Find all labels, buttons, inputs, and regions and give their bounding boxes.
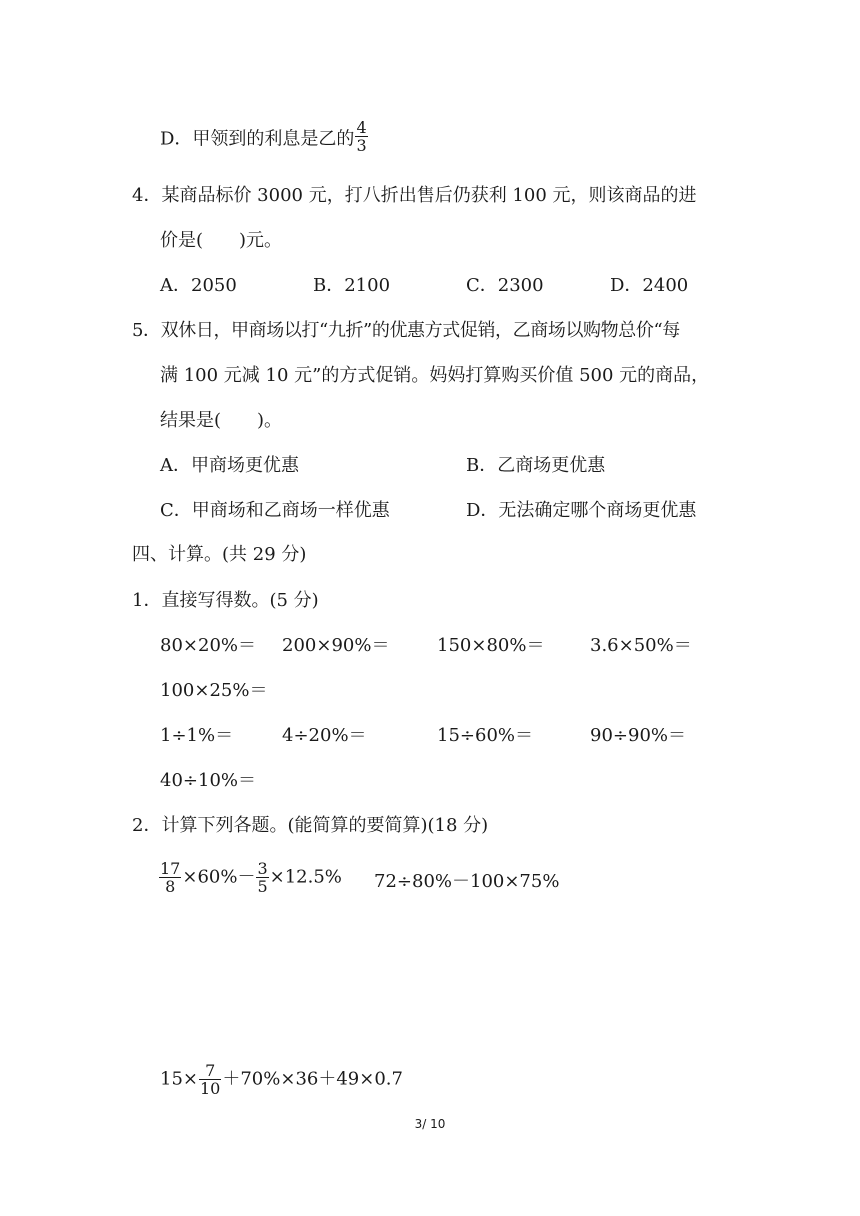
q5-stem-line1: 5．双休日，甲商场以打“九折”的优惠方式促销，乙商场以购物总价“每 (132, 320, 680, 341)
fraction-numerator: 7 (199, 1062, 221, 1080)
fraction-denominator: 8 (165, 877, 176, 896)
q3-option-d (160, 118, 369, 157)
q5-option-b: B．乙商场更优惠 (466, 455, 606, 476)
fraction-denominator: 10 (200, 1079, 221, 1098)
oral-item: 150×80%＝ (437, 635, 545, 656)
c1-title: 1．直接写得数。(5 分) (132, 590, 319, 611)
oral-item: 80×20%＝ (160, 635, 256, 656)
expression-text: ＋70%×36＋49×0.7 (222, 1068, 403, 1090)
c2-title: 2．计算下列各题。(能简算的要简算)(18 分) (132, 815, 489, 836)
expression-1 (158, 860, 342, 895)
q5-option-c: C．甲商场和乙商场一样优惠 (160, 500, 390, 521)
q4-option-c: C．2300 (466, 275, 544, 296)
oral-item: 40÷10%＝ (160, 770, 256, 791)
expression-text: ×60%－ (182, 866, 256, 888)
oral-item: 3.6×50%＝ (590, 635, 692, 656)
q3-option-d-text: D．甲领到的利息是乙的 (160, 128, 355, 150)
expression-3 (160, 1062, 403, 1097)
q4-option-b: B．2100 (313, 275, 391, 296)
q4-option-a: A．2050 (160, 275, 237, 296)
section-heading: 四、计算。(共 29 分) (132, 544, 307, 565)
oral-item: 200×90%＝ (282, 635, 390, 656)
expression-2: 72÷80%－100×75% (374, 871, 560, 892)
q4-option-d: D．2400 (610, 275, 689, 296)
fraction (199, 1062, 221, 1097)
fraction-four-thirds (355, 119, 367, 154)
fraction (159, 860, 181, 895)
oral-item: 4÷20%＝ (282, 725, 367, 746)
fraction-numerator: 4 (356, 118, 367, 137)
oral-item: 100×25%＝ (160, 680, 268, 701)
q4-stem-line2: 价是( )元。 (160, 230, 283, 251)
fraction-denominator: 5 (257, 877, 268, 896)
fraction-numerator: 3 (257, 859, 268, 878)
oral-item: 15÷60%＝ (437, 725, 533, 746)
q5-stem-line3: 结果是( )。 (160, 410, 283, 431)
fraction-denominator: 3 (356, 136, 367, 155)
oral-item: 90÷90%＝ (590, 725, 686, 746)
expression-text: ×12.5% (269, 866, 342, 888)
oral-item: 1÷1%＝ (160, 725, 234, 746)
q5-option-d: D．无法确定哪个商场更优惠 (466, 500, 697, 521)
q4-stem-line1: 4．某商品标价 3000 元，打八折出售后仍获利 100 元，则该商品的进 (132, 185, 697, 206)
fraction-numerator: 17 (160, 859, 181, 878)
q5-option-a: A．甲商场更优惠 (160, 455, 299, 476)
fraction (256, 860, 268, 895)
q5-stem-line2: 满 100 元减 10 元”的方式促销。妈妈打算购买价值 500 元的商品， (160, 365, 710, 386)
page-number: 3/ 10 (414, 1117, 446, 1131)
expression-text: 15× (160, 1068, 198, 1090)
